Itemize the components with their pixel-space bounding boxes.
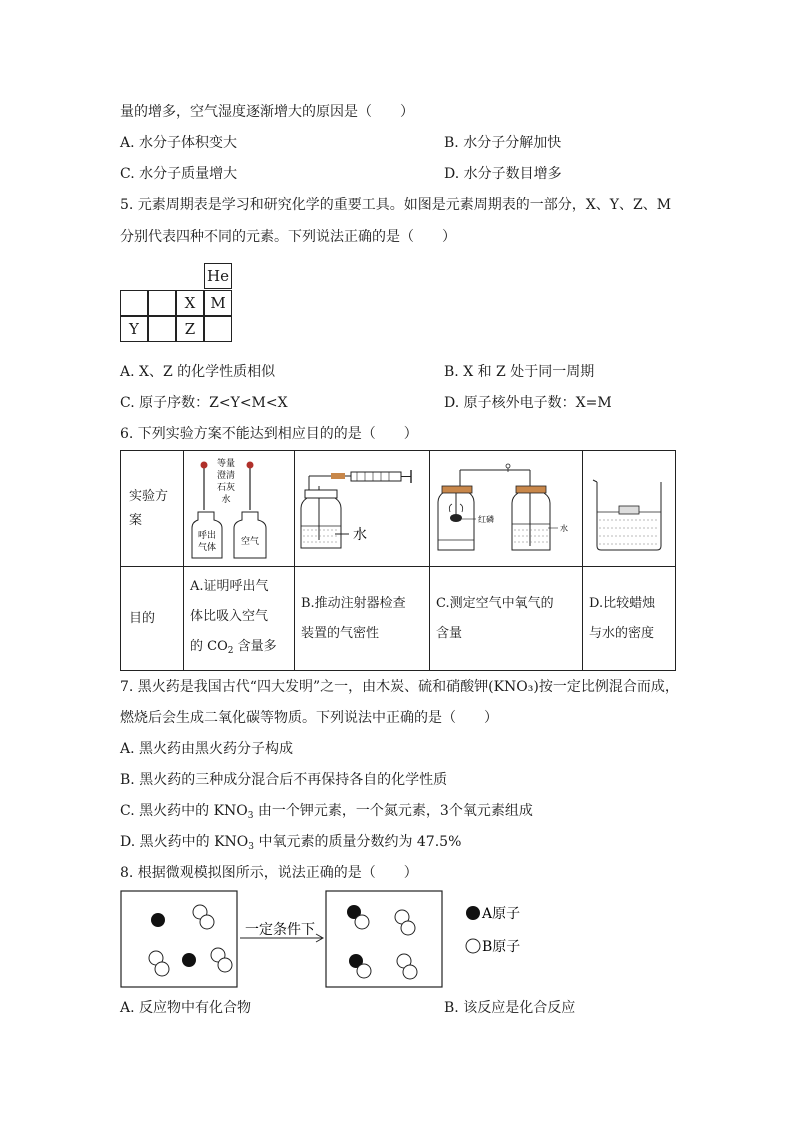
q5-option-d[interactable]: D. 原子核外电子数：X=M [444,395,612,411]
purpose-c-line1: C.测定空气中氧气的 [436,595,554,611]
oxygen-content-diagram [430,452,582,566]
q4-option-b[interactable]: B. 水分子分解加快 [444,135,562,151]
cell-x: X [176,290,204,316]
q5-option-a[interactable]: A. X、Z 的化学性质相似 [120,364,276,380]
diagram-a-cell [184,451,295,567]
label-equal-amount: 等量 [216,458,236,469]
q8-option-a[interactable]: A. 反应物中有化合物 [120,1000,252,1016]
limewater-bottles-diagram [184,452,294,566]
q7-stem-line1: 7. 黑火药是我国古代“四大发明”之一，由木炭、硫和硝酸钾(KNO₃)按一定比例混合而成， [120,679,679,695]
q7-option-a[interactable]: A. 黑火药由黑火药分子构成 [120,741,294,757]
q5-stem-line1: 5. 元素周期表是学习和研究化学的重要工具。如图是元素周期表的一部分，X、Y、Z、M [120,197,672,213]
scheme-header-line2: 案 [129,512,143,528]
cell-z: Z [176,316,204,342]
bottle-air: 空气 [240,536,260,547]
legend-a-atom-icon [466,906,480,920]
q5-option-c[interactable]: C. 原子序数：Z<Y<M<X [120,395,288,411]
label-clear: 澄清 [216,470,236,481]
q4-option-d[interactable]: D. 水分子数目增多 [444,166,562,182]
cell-empty [148,290,176,316]
label-water: 水 [353,526,367,543]
q5-stem-line2: 分别代表四种不同的元素。下列说法正确的是（ ） [120,229,456,245]
legend-b-label: B原子 [482,939,521,955]
q7-option-b[interactable]: B. 黑火药的三种成分混合后不再保持各自的化学性质 [120,772,448,788]
label-water: 水 [221,494,231,505]
diagram-c-cell [430,451,583,567]
diagram-d-cell [583,451,676,567]
row-header-purpose: 目的 [121,567,184,671]
purpose-a [184,567,295,671]
purpose-b-line1: B.推动注射器检查 [301,595,406,611]
diagram-b-cell [295,451,430,567]
purpose-a-line3: 的 $CO_2$ 含量多 [190,638,277,656]
purpose-d [583,567,676,671]
cell-he: He [204,263,232,289]
q8-stem: 8. 根据微观模拟图所示，说法正确的是（ ） [120,865,418,881]
label-lime: 石灰 [216,482,236,493]
q7-option-d[interactable]: D. 黑火药中的 $KNO_3$ 中氧元素的质量分数约为 47.5% [120,834,462,852]
label-water: 水 [560,523,568,533]
experiment-table [120,450,676,671]
q4-stem-tail: 量的增多，空气湿度逐渐增大的原因是（ ） [120,104,414,120]
purpose-d-line1: D.比较蜡烛 [589,595,656,611]
cell-y: Y [120,316,148,342]
cell-empty [204,316,232,342]
scheme-header-line1: 实验方 [129,488,169,504]
q7-stem-line2: 燃烧后会生成二氧化碳等物质。下列说法中正确的是（ ） [120,710,498,726]
purpose-a-line1: A.证明呼出气 [190,578,269,594]
legend-a-label: A原子 [482,906,521,922]
bottle-exhaled-line2: 气体 [197,542,217,553]
q8-option-b[interactable]: B. 该反应是化合反应 [444,1000,576,1016]
purpose-c-line2: 含量 [436,625,463,641]
purpose-c [430,567,583,671]
row-header-scheme [121,451,184,567]
candle-density-diagram [583,452,675,566]
cell-empty [148,316,176,342]
q4-option-a[interactable]: A. 水分子体积变大 [120,135,238,151]
purpose-b-line2: 装置的气密性 [301,625,380,641]
q5-option-b[interactable]: B. X 和 Z 处于同一周期 [444,364,595,380]
purpose-a-line2: 体比吸入空气 [190,608,269,624]
q7-option-c[interactable]: C. 黑火药中的 $KNO_3$ 由一个钾元素，一个氮元素，3个氧元素组成 [120,803,533,821]
q6-stem: 6. 下列实验方案不能达到相应目的的是（ ） [120,426,418,442]
q4-option-c[interactable]: C. 水分子质量增大 [120,166,238,182]
syringe-airtightness-diagram [295,452,429,566]
purpose-d-line2: 与水的密度 [589,625,655,641]
bottle-exhaled-line1: 呼出 [197,530,217,541]
micro-model-diagram [120,890,540,990]
cell-empty [120,290,148,316]
legend-b-atom-icon [466,939,480,953]
cell-m: M [204,290,232,316]
label-red-phosphorus: 红磷 [478,514,494,524]
arrow-condition-label: 一定条件下 [245,922,315,938]
purpose-b [295,567,430,671]
